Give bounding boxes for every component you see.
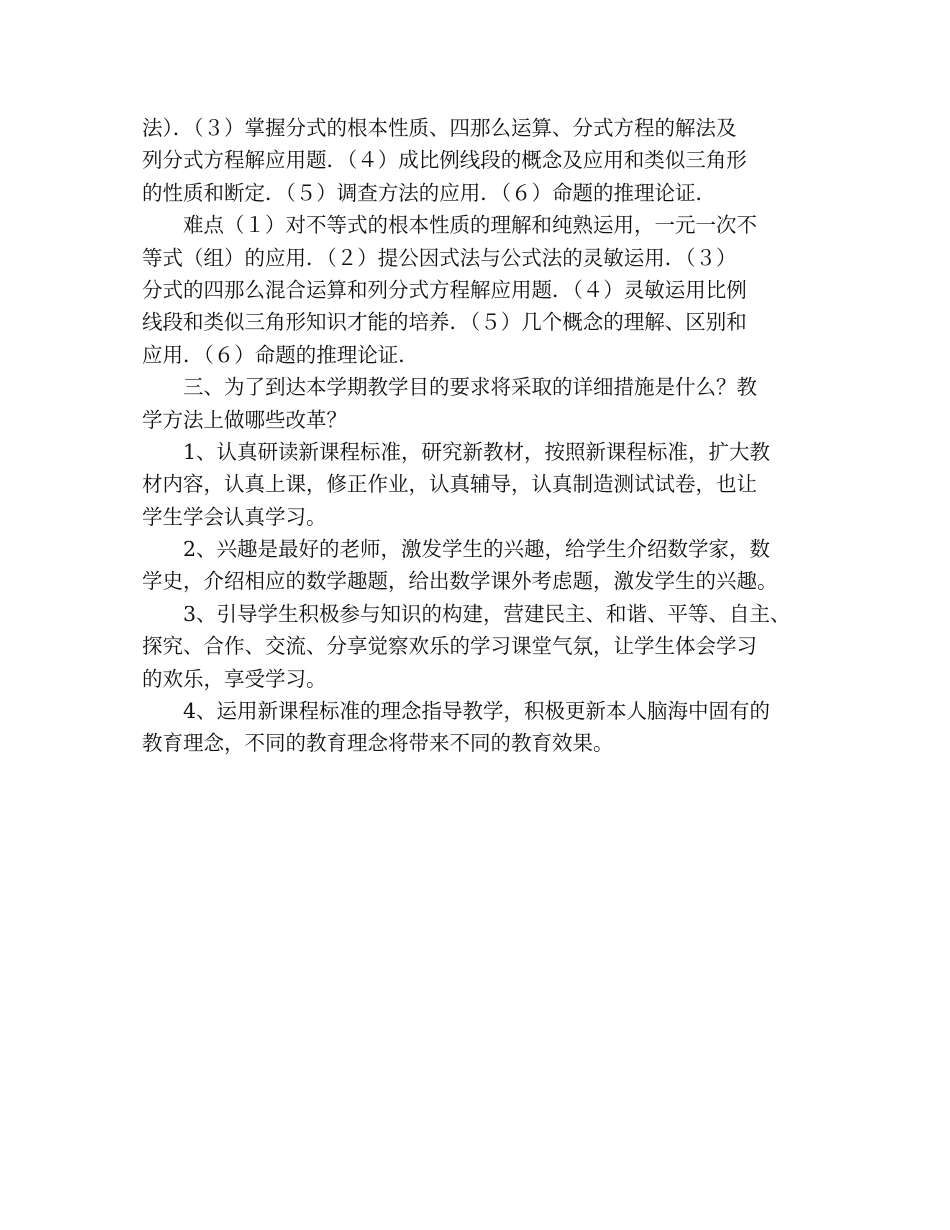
text-line: 的欢乐，享受学习。 bbox=[142, 666, 327, 691]
text-line: 1、认真研读新课程标准，研究新教材，按照新课程标准，扩大教 bbox=[142, 439, 771, 464]
list-item-2 bbox=[142, 533, 812, 598]
text-line: 应用．（６）命题的推理论证． bbox=[142, 342, 419, 367]
text-line: 的性质和断定．（５）调查方法的应用．（６）命题的推理论证． bbox=[142, 180, 716, 205]
text-line: 难点（１）对不等式的根本性质的理解和纯熟运用，一元一次不 bbox=[142, 213, 757, 238]
text-line: 学方法上做哪些改革？ bbox=[142, 407, 347, 432]
text-line: 材内容，认真上课，修正作业，认真辅导，认真制造测试试卷，也让 bbox=[142, 472, 757, 497]
text-line: 学史，介绍相应的数学趣题，给出数学课外考虑题，激发学生的兴趣。 bbox=[142, 569, 778, 594]
text-line: 分式的四那么混合运算和列分式方程解应用题．（４）灵敏运用比例 bbox=[142, 277, 747, 302]
text-line: 探究、合作、交流、分享觉察欢乐的学习课堂气氛，让学生体会学习 bbox=[142, 634, 757, 659]
list-item-1 bbox=[142, 436, 812, 533]
paragraph-difficulties bbox=[142, 209, 812, 371]
text-line: 教育理念，不同的教育理念将带来不同的教育效果。 bbox=[142, 731, 614, 756]
text-line: 学生学会认真学习。 bbox=[142, 504, 327, 529]
text-line: 线段和类似三角形知识才能的培养．（５）几个概念的理解、区别和 bbox=[142, 310, 747, 335]
text-line: 等式（组）的应用．（２）提公因式法与公式法的灵敏运用．（３） bbox=[142, 245, 737, 270]
list-item-4 bbox=[142, 695, 812, 760]
text-line: 三、为了到达本学期教学目的要求将采取的详细措施是什么？教 bbox=[142, 375, 757, 400]
document-body bbox=[142, 112, 812, 760]
paragraph-key-points-continued bbox=[142, 112, 812, 209]
text-line: 3、引导学生积极参与知识的构建，营建民主、和谐、平等、自主、 bbox=[142, 601, 791, 626]
text-line: 2、兴趣是最好的老师，激发学生的兴趣，给学生介绍数学家，数 bbox=[142, 537, 771, 562]
text-line: 4、运用新课程标准的理念指导教学，积极更新本人脑海中固有的 bbox=[142, 699, 771, 724]
list-item-3 bbox=[142, 598, 812, 695]
text-line: 法）．（３）掌握分式的根本性质、四那么运算、分式方程的解法及 bbox=[142, 116, 737, 140]
text-line: 列分式方程解应用题．（４）成比例线段的概念及应用和类似三角形 bbox=[142, 148, 747, 173]
section-heading-measures bbox=[142, 371, 812, 436]
